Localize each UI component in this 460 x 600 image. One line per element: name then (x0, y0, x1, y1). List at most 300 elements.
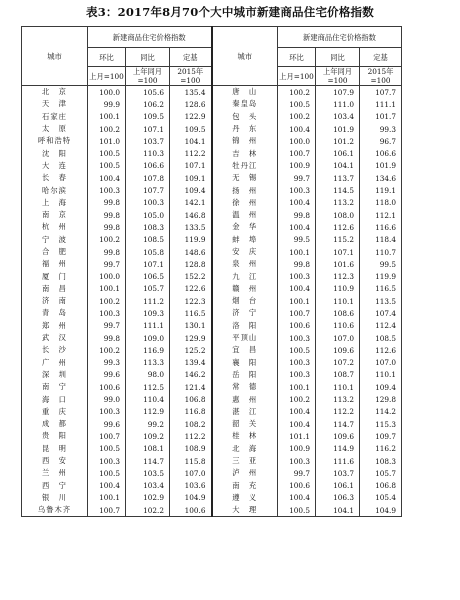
right-city-cell: 丹 东 (212, 123, 278, 135)
left-mom-cell: 99.8 (88, 246, 126, 258)
left-yoy-cell: 98.0 (126, 369, 170, 381)
left-mom-cell: 100.2 (88, 344, 126, 356)
left-city-cell: 哈尔滨 (22, 184, 88, 196)
right-mom-cell: 100.4 (278, 197, 316, 209)
right-base-cell: 112.4 (360, 320, 402, 332)
right-city-cell: 岳 阳 (212, 369, 278, 381)
left-yoy-cell: 108.5 (126, 234, 170, 246)
right-city-cell: 温 州 (212, 209, 278, 221)
left-mom-cell: 100.7 (88, 504, 126, 517)
right-city-cell: 秦皇岛 (212, 98, 278, 110)
right-city-cell: 济 宁 (212, 307, 278, 319)
table-row (22, 369, 402, 381)
right-base-cell: 129.8 (360, 393, 402, 405)
left-mom-cell: 99.6 (88, 418, 126, 430)
right-city-cell: 大 理 (212, 504, 278, 517)
right-yoy-cell: 101.6 (316, 258, 360, 270)
right-yoy-cell: 109.6 (316, 344, 360, 356)
table-row (22, 504, 402, 517)
right-mom-cell: 100.9 (278, 160, 316, 172)
left-mom-cell: 99.9 (88, 98, 126, 110)
table-row (22, 246, 402, 258)
left-yoy-cell: 110.4 (126, 393, 170, 405)
left-city-cell: 武 汉 (22, 332, 88, 344)
right-yoy-cell: 104.1 (316, 160, 360, 172)
left-mom-cell: 100.2 (88, 123, 126, 135)
right-yoy-cell: 101.9 (316, 123, 360, 135)
right-base-cell: 107.7 (360, 86, 402, 99)
left-city-cell: 福 州 (22, 258, 88, 270)
right-base-cell: 105.4 (360, 492, 402, 504)
right-base-cell: 101.9 (360, 160, 402, 172)
yoy-header-left: 同比 (126, 48, 170, 67)
left-city-cell: 贵 阳 (22, 430, 88, 442)
right-yoy-cell: 112.3 (316, 270, 360, 282)
left-yoy-cell: 105.7 (126, 283, 170, 295)
right-mom-cell: 100.6 (278, 320, 316, 332)
table-row (22, 270, 402, 282)
left-city-cell: 西 安 (22, 455, 88, 467)
left-base-cell: 122.9 (170, 111, 212, 123)
right-base-cell: 118.4 (360, 234, 402, 246)
left-city-cell: 长 沙 (22, 344, 88, 356)
left-city-cell: 南 京 (22, 209, 88, 221)
left-mom-cell: 100.3 (88, 455, 126, 467)
right-base-cell: 118.0 (360, 197, 402, 209)
right-mom-cell: 100.1 (278, 246, 316, 258)
right-mom-cell: 100.3 (278, 270, 316, 282)
right-mom-cell: 100.4 (278, 221, 316, 233)
right-base-cell: 107.0 (360, 357, 402, 369)
left-city-cell: 厦 门 (22, 270, 88, 282)
left-base-cell: 107.0 (170, 467, 212, 479)
right-mom-cell: 100.7 (278, 147, 316, 159)
table-row (22, 443, 402, 455)
left-mom-cell: 100.2 (88, 234, 126, 246)
right-city-cell: 三 亚 (212, 455, 278, 467)
left-city-cell: 深 圳 (22, 369, 88, 381)
right-base-cell: 109.4 (360, 381, 402, 393)
right-city-cell: 赣 州 (212, 283, 278, 295)
left-base-cell: 135.4 (170, 86, 212, 99)
left-yoy-cell: 107.1 (126, 123, 170, 135)
left-mom-cell: 100.5 (88, 160, 126, 172)
left-city-cell: 昆 明 (22, 443, 88, 455)
right-base-cell: 114.2 (360, 406, 402, 418)
right-mom-cell: 99.7 (278, 467, 316, 479)
left-yoy-cell: 105.0 (126, 209, 170, 221)
right-base-cell: 104.9 (360, 504, 402, 517)
table-row (22, 123, 402, 135)
table-row (22, 172, 402, 184)
table-row (22, 221, 402, 233)
left-yoy-cell: 109.2 (126, 430, 170, 442)
left-base-cell: 104.1 (170, 135, 212, 147)
left-mom-cell: 99.0 (88, 393, 126, 405)
left-base-cell: 108.9 (170, 443, 212, 455)
left-base-cell: 152.2 (170, 270, 212, 282)
left-yoy-cell: 106.6 (126, 160, 170, 172)
right-base-cell: 112.1 (360, 209, 402, 221)
right-base-cell: 119.1 (360, 184, 402, 196)
left-base-cell: 112.2 (170, 430, 212, 442)
right-mom-cell: 100.3 (278, 357, 316, 369)
left-city-cell: 合 肥 (22, 246, 88, 258)
right-mom-cell: 100.4 (278, 283, 316, 295)
table-row (22, 295, 402, 307)
right-yoy-cell: 114.5 (316, 184, 360, 196)
table-row (22, 332, 402, 344)
right-yoy-cell: 114.7 (316, 418, 360, 430)
right-city-cell: 北 海 (212, 443, 278, 455)
left-city-cell: 乌鲁木齐 (22, 504, 88, 517)
left-base-cell: 133.5 (170, 221, 212, 233)
right-yoy-cell: 112.2 (316, 406, 360, 418)
right-mom-cell: 99.5 (278, 234, 316, 246)
right-mom-cell: 100.2 (278, 86, 316, 99)
right-mom-cell: 100.1 (278, 295, 316, 307)
left-city-cell: 南 昌 (22, 283, 88, 295)
right-city-cell: 徐 州 (212, 197, 278, 209)
right-city-cell: 唐 山 (212, 86, 278, 99)
table-row (22, 492, 402, 504)
left-mom-cell: 100.3 (88, 307, 126, 319)
left-base-cell: 128.6 (170, 98, 212, 110)
left-base-cell: 116.5 (170, 307, 212, 319)
left-base-cell: 115.8 (170, 455, 212, 467)
table-row (22, 418, 402, 430)
right-mom-cell: 100.3 (278, 332, 316, 344)
left-base-cell: 139.4 (170, 357, 212, 369)
left-yoy-cell: 109.5 (126, 111, 170, 123)
price-index-table (21, 26, 402, 517)
right-base-cell: 105.7 (360, 467, 402, 479)
yoy-sub-right: 上年同月=100 (316, 67, 360, 86)
left-mom-cell: 99.3 (88, 357, 126, 369)
table-row (22, 258, 402, 270)
left-mom-cell: 100.0 (88, 86, 126, 99)
left-city-cell: 成 都 (22, 418, 88, 430)
left-yoy-cell: 109.3 (126, 307, 170, 319)
left-yoy-cell: 111.1 (126, 320, 170, 332)
left-mom-cell: 99.7 (88, 320, 126, 332)
right-city-cell: 蚌 埠 (212, 234, 278, 246)
left-city-cell: 宁 波 (22, 234, 88, 246)
right-yoy-cell: 107.0 (316, 332, 360, 344)
left-mom-cell: 100.1 (88, 492, 126, 504)
left-mom-cell: 100.2 (88, 295, 126, 307)
table-row (22, 111, 402, 123)
left-base-cell: 100.6 (170, 504, 212, 517)
right-yoy-cell: 107.2 (316, 357, 360, 369)
left-yoy-cell: 107.7 (126, 184, 170, 196)
right-yoy-cell: 110.9 (316, 283, 360, 295)
left-mom-cell: 99.8 (88, 197, 126, 209)
city-header-right: 城市 (212, 27, 278, 86)
mom-header-right: 环比 (278, 48, 316, 67)
left-yoy-cell: 108.1 (126, 443, 170, 455)
left-city-cell: 兰 州 (22, 467, 88, 479)
right-city-cell: 吉 林 (212, 147, 278, 159)
base-sub-right: 2015年=100 (360, 67, 402, 86)
left-base-cell: 106.8 (170, 393, 212, 405)
right-base-cell: 134.6 (360, 172, 402, 184)
right-base-cell: 110.7 (360, 246, 402, 258)
left-yoy-cell: 100.3 (126, 197, 170, 209)
left-base-cell: 148.6 (170, 246, 212, 258)
right-base-cell: 101.7 (360, 111, 402, 123)
table-body (22, 86, 402, 517)
table-row (22, 147, 402, 159)
left-city-cell: 广 州 (22, 357, 88, 369)
right-city-cell: 泉 州 (212, 258, 278, 270)
left-yoy-cell: 105.6 (126, 86, 170, 99)
left-city-cell: 长 春 (22, 172, 88, 184)
right-mom-cell: 100.6 (278, 480, 316, 492)
left-yoy-cell: 99.2 (126, 418, 170, 430)
right-mom-cell: 100.5 (278, 98, 316, 110)
mom-sub-right: 上月=100 (278, 67, 316, 86)
table-row (22, 283, 402, 295)
left-yoy-cell: 103.5 (126, 467, 170, 479)
left-mom-cell: 99.6 (88, 369, 126, 381)
right-city-cell: 韶 关 (212, 418, 278, 430)
right-mom-cell: 100.9 (278, 443, 316, 455)
left-mom-cell: 99.8 (88, 209, 126, 221)
right-base-cell: 116.6 (360, 221, 402, 233)
city-header-left: 城市 (22, 27, 88, 86)
base-header-right: 定基 (360, 48, 402, 67)
right-city-cell: 金 华 (212, 221, 278, 233)
right-yoy-cell: 109.6 (316, 430, 360, 442)
right-base-cell: 106.6 (360, 147, 402, 159)
left-base-cell: 129.9 (170, 332, 212, 344)
right-base-cell: 113.5 (360, 295, 402, 307)
left-base-cell: 121.4 (170, 381, 212, 393)
left-city-cell: 天 津 (22, 98, 88, 110)
left-mom-cell: 100.6 (88, 381, 126, 393)
table-row (22, 467, 402, 479)
right-mom-cell: 100.4 (278, 406, 316, 418)
table-title: 表3：2017年8月70个大中城市新建商品住宅价格指数 (86, 5, 374, 19)
right-base-cell: 108.5 (360, 332, 402, 344)
left-city-cell: 沈 阳 (22, 147, 88, 159)
right-mom-cell: 99.7 (278, 172, 316, 184)
table-row (22, 393, 402, 405)
left-yoy-cell: 106.5 (126, 270, 170, 282)
left-yoy-cell: 109.0 (126, 332, 170, 344)
right-mom-cell: 100.7 (278, 307, 316, 319)
left-city-cell: 南 宁 (22, 381, 88, 393)
left-base-cell: 116.8 (170, 406, 212, 418)
left-city-cell: 大 连 (22, 160, 88, 172)
table-row (22, 209, 402, 221)
right-yoy-cell: 107.9 (316, 86, 360, 99)
left-yoy-cell: 103.7 (126, 135, 170, 147)
left-base-cell: 125.2 (170, 344, 212, 356)
table-row (22, 430, 402, 442)
right-yoy-cell: 103.4 (316, 111, 360, 123)
right-mom-cell: 100.3 (278, 455, 316, 467)
left-mom-cell: 100.4 (88, 172, 126, 184)
left-yoy-cell: 110.3 (126, 147, 170, 159)
left-base-cell: 109.5 (170, 123, 212, 135)
table-row (22, 98, 402, 110)
mom-sub-left: 上月=100 (88, 67, 126, 86)
table-row (22, 234, 402, 246)
left-base-cell: 107.1 (170, 160, 212, 172)
left-city-cell: 重 庆 (22, 406, 88, 418)
right-base-cell: 110.1 (360, 369, 402, 381)
table-row (22, 307, 402, 319)
right-city-cell: 九 江 (212, 270, 278, 282)
left-yoy-cell: 107.1 (126, 258, 170, 270)
left-mom-cell: 100.7 (88, 430, 126, 442)
left-city-cell: 石家庄 (22, 111, 88, 123)
left-city-cell: 北 京 (22, 86, 88, 99)
left-yoy-cell: 113.3 (126, 357, 170, 369)
right-yoy-cell: 111.6 (316, 455, 360, 467)
left-yoy-cell: 105.8 (126, 246, 170, 258)
right-base-cell: 99.3 (360, 123, 402, 135)
left-yoy-cell: 103.4 (126, 480, 170, 492)
right-city-cell: 襄 阳 (212, 357, 278, 369)
right-city-cell: 扬 州 (212, 184, 278, 196)
right-mom-cell: 99.8 (278, 209, 316, 221)
left-base-cell: 109.4 (170, 184, 212, 196)
right-city-cell: 南 充 (212, 480, 278, 492)
right-city-cell: 锦 州 (212, 135, 278, 147)
left-yoy-cell: 116.9 (126, 344, 170, 356)
right-city-cell: 洛 阳 (212, 320, 278, 332)
table-row (22, 480, 402, 492)
table-row (22, 381, 402, 393)
right-yoy-cell: 111.0 (316, 98, 360, 110)
left-yoy-cell: 114.7 (126, 455, 170, 467)
table-row (22, 160, 402, 172)
right-yoy-cell: 103.7 (316, 467, 360, 479)
right-yoy-cell: 113.7 (316, 172, 360, 184)
right-yoy-cell: 112.6 (316, 221, 360, 233)
right-city-cell: 牡丹江 (212, 160, 278, 172)
right-mom-cell: 100.4 (278, 492, 316, 504)
index-group-header-right: 新建商品住宅价格指数 (278, 27, 402, 48)
left-city-cell: 郑 州 (22, 320, 88, 332)
left-base-cell: 146.8 (170, 209, 212, 221)
right-city-cell: 宜 昌 (212, 344, 278, 356)
right-yoy-cell: 108.6 (316, 307, 360, 319)
right-base-cell: 111.1 (360, 98, 402, 110)
left-mom-cell: 99.8 (88, 221, 126, 233)
left-yoy-cell: 112.5 (126, 381, 170, 393)
right-city-cell: 烟 台 (212, 295, 278, 307)
left-mom-cell: 99.7 (88, 258, 126, 270)
left-city-cell: 青 岛 (22, 307, 88, 319)
right-yoy-cell: 114.9 (316, 443, 360, 455)
right-mom-cell: 100.5 (278, 504, 316, 517)
left-base-cell: 128.8 (170, 258, 212, 270)
right-city-cell: 桂 林 (212, 430, 278, 442)
left-city-cell: 上 海 (22, 197, 88, 209)
table-row (22, 357, 402, 369)
right-base-cell: 96.7 (360, 135, 402, 147)
right-city-cell: 遵 义 (212, 492, 278, 504)
right-yoy-cell: 107.1 (316, 246, 360, 258)
left-city-cell: 西 宁 (22, 480, 88, 492)
left-base-cell: 109.1 (170, 172, 212, 184)
right-yoy-cell: 106.3 (316, 492, 360, 504)
left-base-cell: 108.2 (170, 418, 212, 430)
base-header-left: 定基 (170, 48, 212, 67)
left-city-cell: 杭 州 (22, 221, 88, 233)
right-base-cell: 115.3 (360, 418, 402, 430)
right-base-cell: 99.5 (360, 258, 402, 270)
right-yoy-cell: 115.2 (316, 234, 360, 246)
table-row (22, 320, 402, 332)
table-row (22, 135, 402, 147)
left-mom-cell: 101.0 (88, 135, 126, 147)
right-mom-cell: 100.0 (278, 135, 316, 147)
right-yoy-cell: 110.6 (316, 320, 360, 332)
right-mom-cell: 100.5 (278, 344, 316, 356)
left-city-cell: 呼和浩特 (22, 135, 88, 147)
right-yoy-cell: 108.0 (316, 209, 360, 221)
table-row (22, 197, 402, 209)
left-base-cell: 130.1 (170, 320, 212, 332)
right-base-cell: 116.5 (360, 283, 402, 295)
right-yoy-cell: 113.2 (316, 197, 360, 209)
right-mom-cell: 99.8 (278, 258, 316, 270)
right-base-cell: 109.7 (360, 430, 402, 442)
table-row (22, 86, 402, 99)
right-base-cell: 112.6 (360, 344, 402, 356)
table-row (22, 344, 402, 356)
yoy-sub-left: 上年同月=100 (126, 67, 170, 86)
right-base-cell: 119.9 (360, 270, 402, 282)
right-mom-cell: 100.3 (278, 184, 316, 196)
mom-header-left: 环比 (88, 48, 126, 67)
right-city-cell: 平顶山 (212, 332, 278, 344)
left-base-cell: 142.1 (170, 197, 212, 209)
right-city-cell: 安 庆 (212, 246, 278, 258)
left-yoy-cell: 106.2 (126, 98, 170, 110)
right-base-cell: 106.8 (360, 480, 402, 492)
right-yoy-cell: 108.7 (316, 369, 360, 381)
left-mom-cell: 99.8 (88, 332, 126, 344)
table-row (22, 455, 402, 467)
right-base-cell: 107.4 (360, 307, 402, 319)
index-group-header-left: 新建商品住宅价格指数 (88, 27, 212, 48)
left-city-cell: 海 口 (22, 393, 88, 405)
right-yoy-cell: 101.2 (316, 135, 360, 147)
right-city-cell: 泸 州 (212, 467, 278, 479)
right-city-cell: 包 头 (212, 111, 278, 123)
left-yoy-cell: 102.2 (126, 504, 170, 517)
right-mom-cell: 100.2 (278, 111, 316, 123)
table-row (22, 406, 402, 418)
left-yoy-cell: 108.3 (126, 221, 170, 233)
table-row (22, 184, 402, 196)
right-mom-cell: 100.4 (278, 123, 316, 135)
left-base-cell: 103.6 (170, 480, 212, 492)
right-city-cell: 无 锡 (212, 172, 278, 184)
left-mom-cell: 100.5 (88, 147, 126, 159)
left-mom-cell: 100.1 (88, 283, 126, 295)
right-yoy-cell: 106.1 (316, 147, 360, 159)
left-mom-cell: 100.1 (88, 111, 126, 123)
right-city-cell: 惠 州 (212, 393, 278, 405)
left-base-cell: 146.2 (170, 369, 212, 381)
